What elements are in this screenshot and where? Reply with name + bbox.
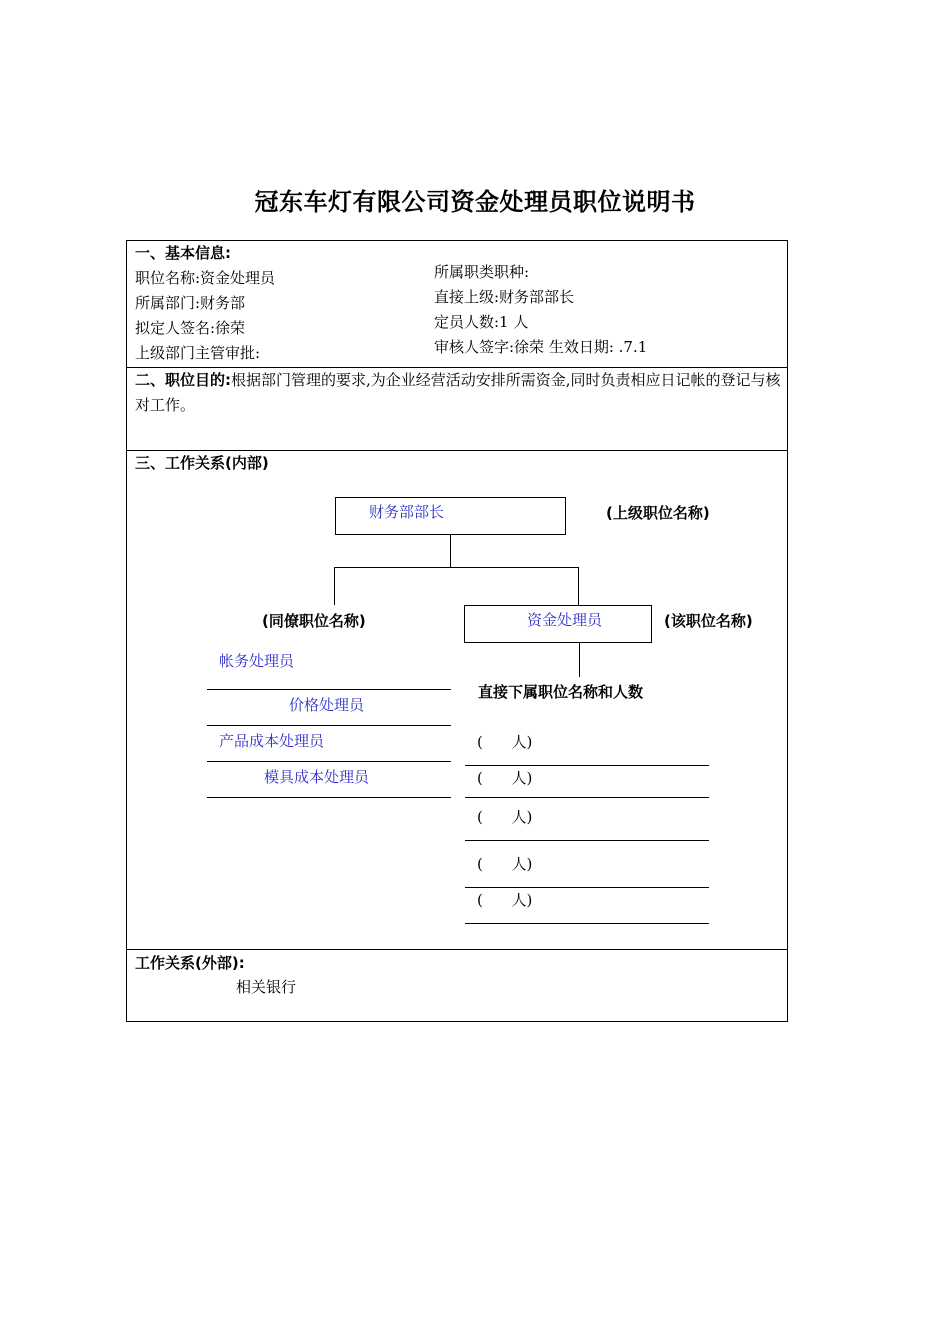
section4-heading: 工作关系(外部): <box>135 954 245 972</box>
job-category: 所属职类职种: <box>434 263 530 281</box>
subordinates-heading: 直接下属职位名称和人数 <box>478 683 644 701</box>
connector-branch <box>334 567 579 568</box>
position-purpose <box>135 368 783 418</box>
subordinate-item: ( 人) <box>477 855 533 873</box>
current-position-name: 资金处理员 <box>527 611 603 629</box>
section3-heading: 三、工作关系(内部) <box>135 454 269 472</box>
direct-superior: 直接上级:财务部部长 <box>434 288 575 306</box>
current-position-label: (该职位名称) <box>664 611 783 631</box>
peer-divider <box>207 689 451 690</box>
section2-heading: 二、职位目的: <box>135 371 231 389</box>
subordinate-divider <box>465 887 709 888</box>
superior-position-label: (上级职位名称) <box>606 504 710 522</box>
peer-item: 价格处理员 <box>289 696 365 714</box>
position-name: 职位名称:资金处理员 <box>135 269 276 287</box>
connector-subordinates <box>579 643 580 677</box>
reviewer-and-date: 审核人签字:徐荣 生效日期: .7.1 <box>434 338 648 356</box>
connector-right <box>578 567 579 605</box>
subordinate-divider <box>465 840 709 841</box>
connector-left <box>334 567 335 605</box>
subordinate-divider <box>465 797 709 798</box>
peer-divider <box>207 725 451 726</box>
peer-item: 产品成本处理员 <box>219 732 325 750</box>
subordinate-divider <box>465 923 709 924</box>
section-divider-3 <box>126 949 788 950</box>
drafter-signature: 拟定人签名:徐荣 <box>135 319 246 337</box>
peer-item: 模具成本处理员 <box>264 768 370 786</box>
headcount: 定员人数:1 人 <box>434 313 529 331</box>
subordinate-item: ( 人) <box>477 769 533 787</box>
department: 所属部门:财务部 <box>135 294 246 312</box>
subordinate-item: ( 人) <box>477 891 533 909</box>
supervisor-approval: 上级部门主管审批: <box>135 344 261 362</box>
section-divider-2 <box>126 450 788 451</box>
page-title: 冠东车灯有限公司资金处理员职位说明书 <box>254 188 696 216</box>
superior-position-name: 财务部部长 <box>369 503 445 521</box>
external-relation: 相关银行 <box>236 978 297 996</box>
connector-down <box>450 535 451 568</box>
peer-item: 帐务处理员 <box>219 652 295 670</box>
subordinate-item: ( 人) <box>477 733 533 751</box>
section1-heading: 一、基本信息: <box>135 244 231 262</box>
peer-position-label: (同僚职位名称) <box>262 612 366 630</box>
subordinate-divider <box>465 765 709 766</box>
peer-divider <box>207 797 451 798</box>
peer-divider <box>207 761 451 762</box>
subordinate-item: ( 人) <box>477 808 533 826</box>
purpose-text: 根据部门管理的要求,为企业经营活动安排所需资金,同时负责相应日记帐的登记与核对工作。 <box>135 371 781 414</box>
